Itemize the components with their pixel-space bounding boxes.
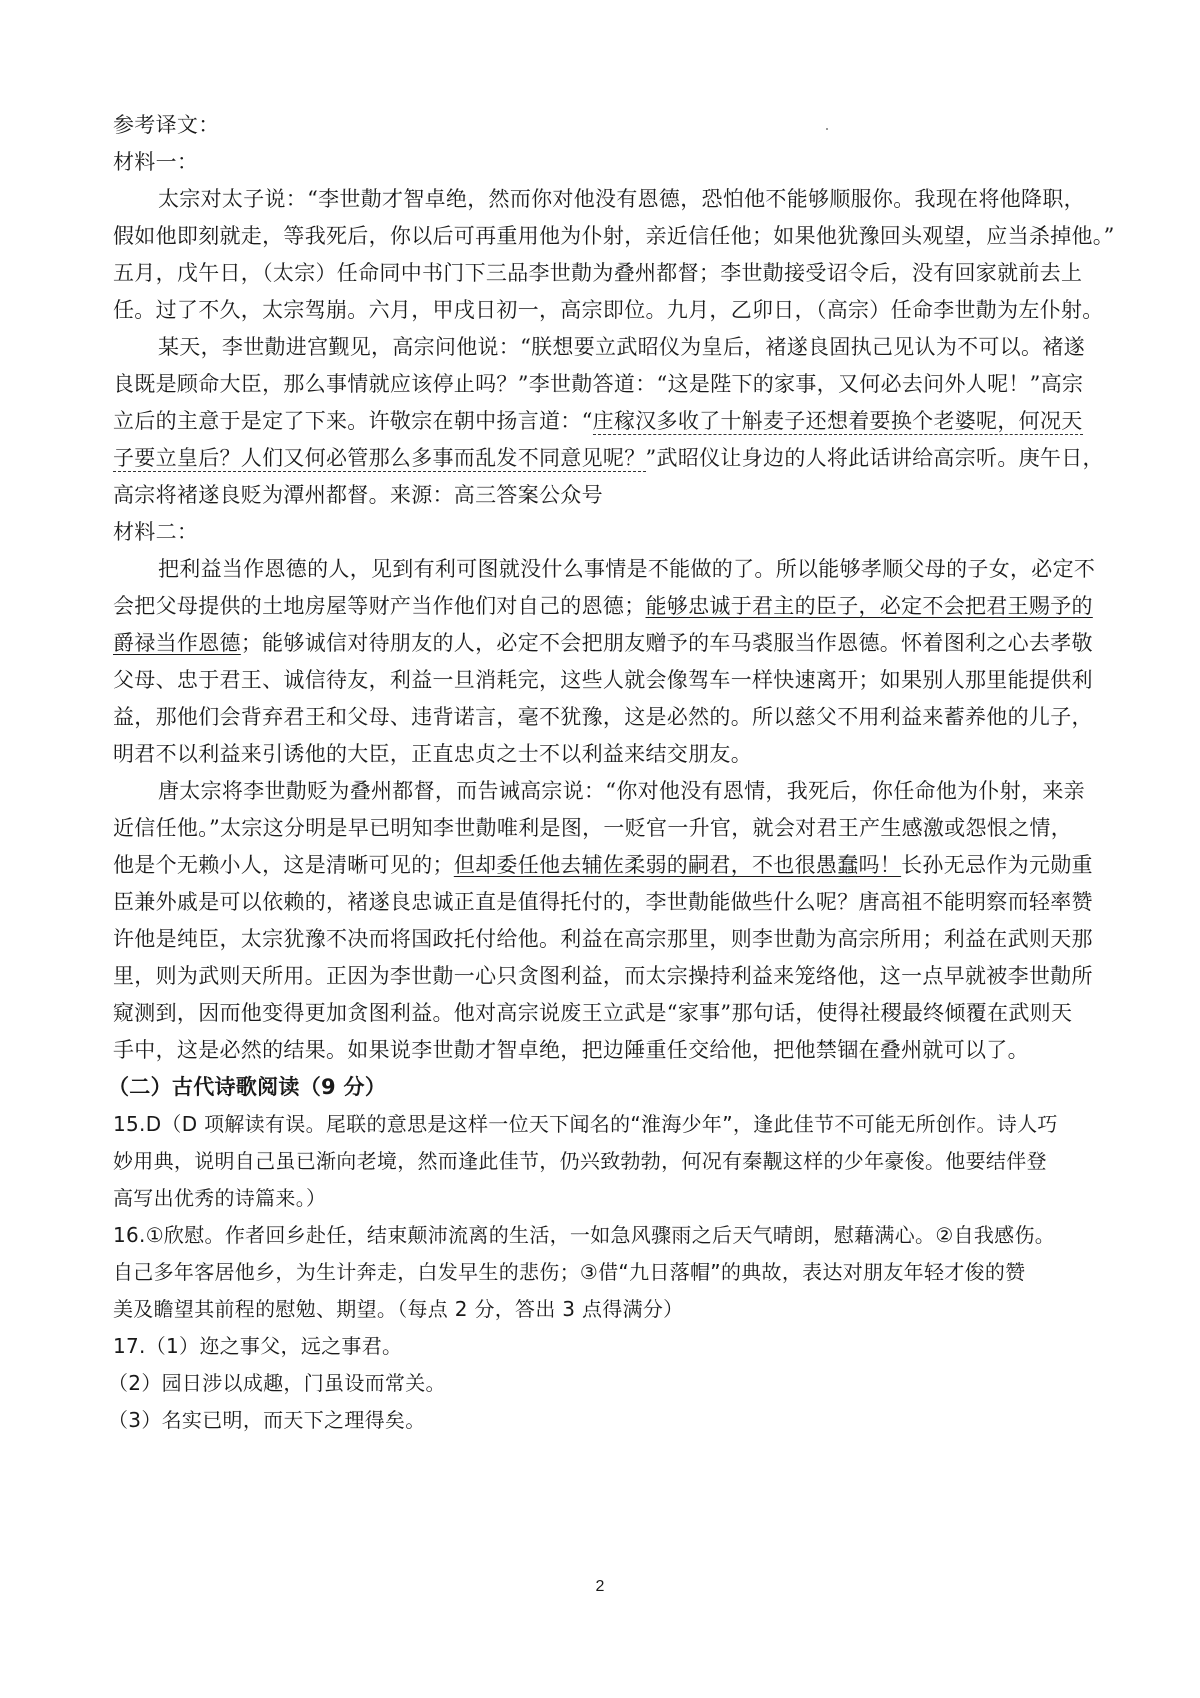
marked-sentence: 子要立皇后？人们又何必管那么多事而乱发不同意见呢？ [113,446,646,470]
paragraph-line: 近信任他。”太宗这分明是早已明知李世勣唯利是图，一贬官一升官，就会对君王产生感激或怨恨之情， [113,816,1073,840]
answer-line: 16.①欣慰。作者回乡赴任，结束颠沛流离的生活，一如急风骤雨之后天气晴朗，慰藉满心。②自我感伤。 [113,1223,1056,1247]
answer-line: （3）名实已明，而天下之理得矣。 [108,1408,426,1432]
paragraph-line: 五月，戊午日，（太宗）任命同中书门下三品李世勣为叠州都督；李世勣接受诏令后，没有回家就前去上 [113,261,1083,285]
paragraph-line [0,628,1200,658]
paragraph-line: 良既是顾命大臣，那么事情就应该停止吗？”李世勣答道：“这是陛下的家事，又何必去问外人呢！”高宗 [113,372,1084,396]
answer-line: 17.（1）迩之事父，远之事君。 [113,1334,403,1358]
paragraph-line: 太宗对太子说：“李世勣才智卓绝，然而你对他没有恩德，恐怕他不能够顺服你。我现在将他降职， [158,187,1085,211]
answer-line: （2）园日涉以成趣，门虽设而常关。 [108,1371,446,1395]
paragraph-line: 高宗将褚遂良贬为潭州都督。来源：高三答案公众号 [113,483,603,507]
paragraph-line: 明君不以利益来引诱他的大臣，正直忠贞之士不以利益来结交朋友。 [113,742,752,766]
text-segment: 他是个无赖小人，这是清晰可见的； [113,853,454,877]
text-segment: 立后的主意于是定了下来。许敬宗在朝中扬言道：“ [113,409,593,433]
section-heading: （二）古代诗歌阅读（9 分） [108,1075,387,1099]
paragraph-line [0,591,1200,621]
underlined-sentence: 但却委任他去辅佐柔弱的嗣君，不也很愚蠢吗！ [453,853,902,877]
answer-line: 高写出优秀的诗篇来。） [113,1186,327,1210]
text-segment: 会把父母提供的土地房屋等财产当作他们对自己的恩德； [113,594,646,618]
material-one-label: 材料一： [113,150,199,174]
text-segment: 长孙无忌作为元勋重 [901,853,1093,877]
paragraph-line: 某天，李世勣进宫觐见，高宗问他说：“朕想要立武昭仪为皇后，褚遂良固执己见认为不可以。褚遂 [158,335,1085,359]
marked-sentence: 庄稼汉多收了十斛麦子还想着要换个老婆呢，何况天 [592,409,1083,433]
answer-line: 自己多年客居他乡，为生计奔走，白发早生的悲伤；③借“九日落帽”的典故，表达对朋友年轻才俊的赞 [113,1260,1026,1284]
paragraph-line: 益，那他们会背弃君王和父母、违背诺言，毫不犹豫，这是必然的。所以慈父不用利益来蓄养他的儿子， [113,705,1093,729]
text-segment: ”武昭仪让身边的人将此话讲给高宗听。庚午日， [645,446,1104,470]
paragraph-line: 父母、忠于君王、诚信待友，利益一旦消耗完，这些人就会像驾车一样快速离开；如果别人那里能提供利 [113,668,1093,692]
paragraph-line: 手中，这是必然的结果。如果说李世勣才智卓绝，把边陲重任交给他，把他禁锢在叠州就可以了。 [113,1038,1029,1062]
paragraph-line [0,443,1200,473]
page-number: 2 [595,1578,605,1595]
underlined-sentence: 能够忠诚于君主的臣子，必定不会把君王赐予的 [645,594,1093,618]
paragraph-line: 里，则为武则天所用。正因为李世勣一心只贪图利益，而太宗操持利益来笼络他，这一点早就被李世勣所 [113,964,1093,988]
translation-title: 参考译文： [113,113,220,137]
paragraph-line: 臣兼外戚是可以依赖的，褚遂良忠诚正直是值得托付的，李世勣能做些什么呢？唐高祖不能明察而轻率赞 [113,890,1093,914]
paragraph-line: 把利益当作恩德的人，见到有利可图就没什么事情是不能做的了。所以能够孝顺父母的子女，必定不 [158,557,1096,581]
answer-line: 妙用典，说明自己虽已渐向老境，然而逢此佳节，仍兴致勃勃，何况有秦觏这样的少年豪俊。他要结伴登 [113,1149,1047,1173]
paragraph-line: 许他是纯臣，太宗犹豫不决而将国政托付给他。利益在高宗那里，则李世勣为高宗所用；利益在武则天那 [113,927,1093,951]
answer-line: 15.D（D 项解读有误。尾联的意思是这样一位天下闻名的“淮海少年”，逢此佳节不可能无所创作。诗人巧 [113,1112,1058,1136]
material-two-label: 材料二： [113,520,199,544]
answer-line: 美及瞻望其前程的慰勉、期望。（每点 2 分，答出 3 点得满分） [113,1297,684,1321]
paragraph-line: 假如他即刻就走，等我死后，你以后可再重用他为仆射，亲近信任他；如果他犹豫回头观望，应当杀掉他。” [113,224,1115,248]
paragraph-line: 唐太宗将李世勣贬为叠州都督，而告诫高宗说：“你对他没有恩情，我死后，你任命他为仆射，来亲 [158,779,1085,803]
paragraph-line: 任。过了不久，太宗驾崩。六月，甲戌日初一，高宗即位。九月，乙卯日，（高宗）任命李世勣为左仆射。 [113,298,1104,322]
text-segment: ；能够诚信对待朋友的人，必定不会把朋友赠予的车马裘服当作恩德。怀着图利之心去孝敬 [240,631,1093,655]
paragraph-line [0,850,1200,880]
underlined-sentence: 爵禄当作恩德 [113,631,241,655]
paragraph-line: 窥测到，因而他变得更加贪图利益。他对高宗说废王立武是“家事”那句话，使得社稷最终倾覆在武则天 [113,1001,1073,1025]
paragraph-line [0,406,1200,436]
